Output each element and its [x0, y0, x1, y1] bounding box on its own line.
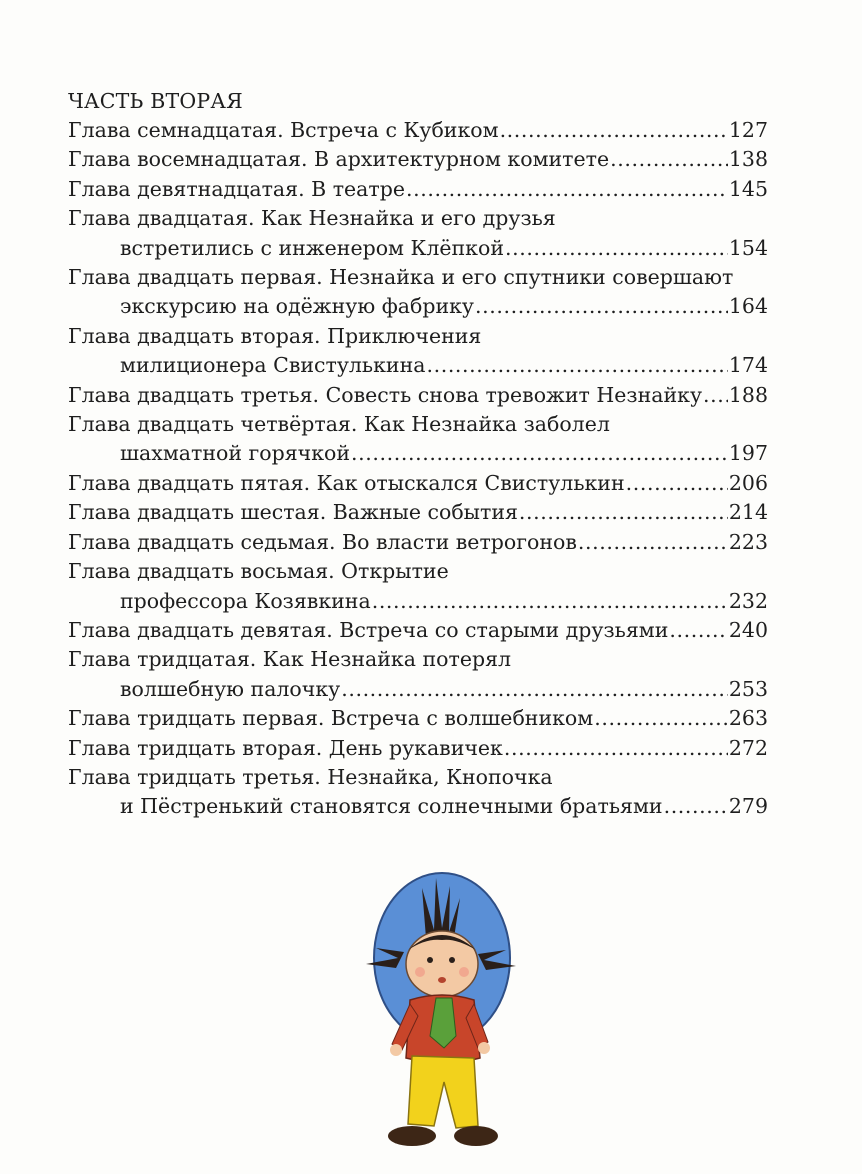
toc-page-number: 279 [728, 794, 768, 819]
toc-page-number: 138 [728, 147, 768, 172]
toc-entry-title: Глава двадцать третья. Совесть снова тревожит Незнайку [68, 382, 703, 407]
toc-entry-continuation-line [68, 439, 768, 468]
toc-entry-title: милиционера Свистулькина [120, 353, 426, 378]
toc-entry [68, 498, 768, 527]
toc-dot-leader [475, 292, 728, 321]
toc-dot-leader [406, 175, 728, 204]
toc-dot-leader [505, 234, 728, 263]
toc-entry [68, 116, 768, 145]
table-of-contents [68, 86, 768, 822]
toc-dot-leader [372, 587, 728, 616]
toc-entry-line [68, 645, 768, 674]
toc-entry-line [68, 381, 768, 410]
toc-entry-title: экскурсию на одёжную фабрику [120, 294, 474, 319]
toc-dot-leader [626, 469, 728, 498]
toc-entry-title: Глава двадцать восьмая. Открытие [68, 559, 449, 584]
toc-page-number: 174 [728, 353, 768, 378]
toc-entry-line [68, 557, 768, 586]
toc-entry-line [68, 469, 768, 498]
toc-entry-title: и Пёстренький становятся солнечными братьями [120, 794, 663, 819]
toc-page-number: 240 [728, 617, 768, 642]
toc-entry [68, 704, 768, 733]
toc-entry-title: Глава тридцать первая. Встреча с волшебником [68, 706, 594, 731]
toc-dot-leader [500, 116, 728, 145]
illustration-shoe-left [388, 1126, 436, 1146]
toc-entry-title: Глава тридцать третья. Незнайка, Кнопочка [68, 764, 553, 789]
toc-entry [68, 557, 768, 616]
toc-entry [68, 410, 768, 469]
toc-entry-title: Глава двадцать пятая. Как отыскался Свистулькин [68, 470, 625, 495]
toc-entry [68, 528, 768, 557]
toc-entry-continuation-line [68, 587, 768, 616]
illustration-trousers [408, 1056, 478, 1128]
toc-dot-leader [426, 351, 727, 380]
toc-entry-title: Глава двадцать шестая. Важные события [68, 500, 518, 525]
toc-entry-title: Глава двадцать седьмая. Во власти ветрогонов [68, 529, 577, 554]
toc-entry [68, 616, 768, 645]
toc-entry [68, 381, 768, 410]
toc-page-number: 197 [728, 441, 768, 466]
toc-entry [68, 204, 768, 263]
illustration-shoe-right [454, 1126, 498, 1146]
toc-page-number: 253 [728, 676, 768, 701]
toc-entry-line [68, 263, 768, 292]
toc-entry [68, 469, 768, 498]
toc-dot-leader [351, 439, 728, 468]
illustration-face [406, 931, 478, 997]
toc-page-number: 263 [728, 706, 768, 731]
toc-page-number: 214 [728, 500, 768, 525]
toc-entry-title: шахматной горячкой [120, 441, 351, 466]
toc-entry-title: Глава двадцать первая. Незнайка и его спутники совершают [68, 265, 734, 290]
toc-page-number: 206 [728, 470, 768, 495]
toc-entry-continuation-line [68, 792, 768, 821]
toc-entry-line [68, 616, 768, 645]
toc-entry [68, 734, 768, 763]
toc-entry-title: Глава девятнадцатая. В театре [68, 176, 405, 201]
toc-entry [68, 763, 768, 822]
toc-list [68, 116, 768, 822]
neznaika-illustration [356, 868, 526, 1158]
section-title: ЧАСТЬ ВТОРАЯ [68, 89, 243, 113]
toc-entry-title: Глава двадцать девятая. Встреча со старыми друзьями [68, 617, 669, 642]
toc-entry-line [68, 175, 768, 204]
toc-entry [68, 145, 768, 174]
toc-entry-continuation-line [68, 292, 768, 321]
toc-entry-continuation-line [68, 351, 768, 380]
toc-page-number: 223 [728, 529, 768, 554]
toc-entry-title: Глава двадцать четвёртая. Как Незнайка заболел [68, 412, 610, 437]
toc-entry-line [68, 763, 768, 792]
toc-page-number: 127 [728, 118, 768, 142]
toc-entry-title: волшебную палочку [120, 676, 341, 701]
toc-entry-line [68, 734, 768, 763]
toc-entry-title: Глава восемнадцатая. В архитектурном комитете [68, 147, 610, 172]
toc-entry-line [68, 145, 768, 174]
toc-dot-leader [703, 381, 728, 410]
toc-page-number: 164 [728, 294, 768, 319]
toc-entry-line [68, 116, 768, 145]
toc-dot-leader [610, 145, 728, 174]
toc-page-number: 272 [728, 735, 768, 760]
toc-dot-leader [594, 704, 728, 733]
toc-page-number: 154 [728, 235, 768, 260]
toc-entry-title: Глава семнадцатая. Встреча с Кубиком [68, 118, 499, 142]
toc-entry-line [68, 322, 768, 351]
toc-page-number: 145 [728, 176, 768, 201]
toc-entry [68, 263, 768, 322]
toc-page-number: 188 [728, 382, 768, 407]
toc-entry-title: Глава тридцатая. Как Незнайка потерял [68, 647, 512, 672]
toc-dot-leader [341, 675, 728, 704]
toc-entry-title: Глава тридцать вторая. День рукавичек [68, 735, 503, 760]
toc-dot-leader [519, 498, 728, 527]
toc-entry-continuation-line [68, 234, 768, 263]
toc-dot-leader [664, 792, 728, 821]
toc-entry [68, 645, 768, 704]
toc-entry [68, 175, 768, 204]
toc-entry-title: Глава двадцатая. Как Незнайка и его друзья [68, 206, 556, 231]
toc-dot-leader [578, 528, 728, 557]
toc-entry-title: профессора Козявкина [120, 588, 371, 613]
toc-entry-line [68, 528, 768, 557]
toc-entry-title: Глава двадцать вторая. Приключения [68, 323, 482, 348]
toc-dot-leader [669, 616, 728, 645]
toc-entry [68, 322, 768, 381]
toc-entry-line [68, 204, 768, 233]
toc-entry-line [68, 498, 768, 527]
toc-entry-line [68, 704, 768, 733]
toc-entry-line [68, 410, 768, 439]
toc-page-number: 232 [728, 588, 768, 613]
toc-dot-leader [504, 734, 728, 763]
toc-entry-continuation-line [68, 675, 768, 704]
toc-entry-title: встретились с инженером Клёпкой [120, 235, 505, 260]
